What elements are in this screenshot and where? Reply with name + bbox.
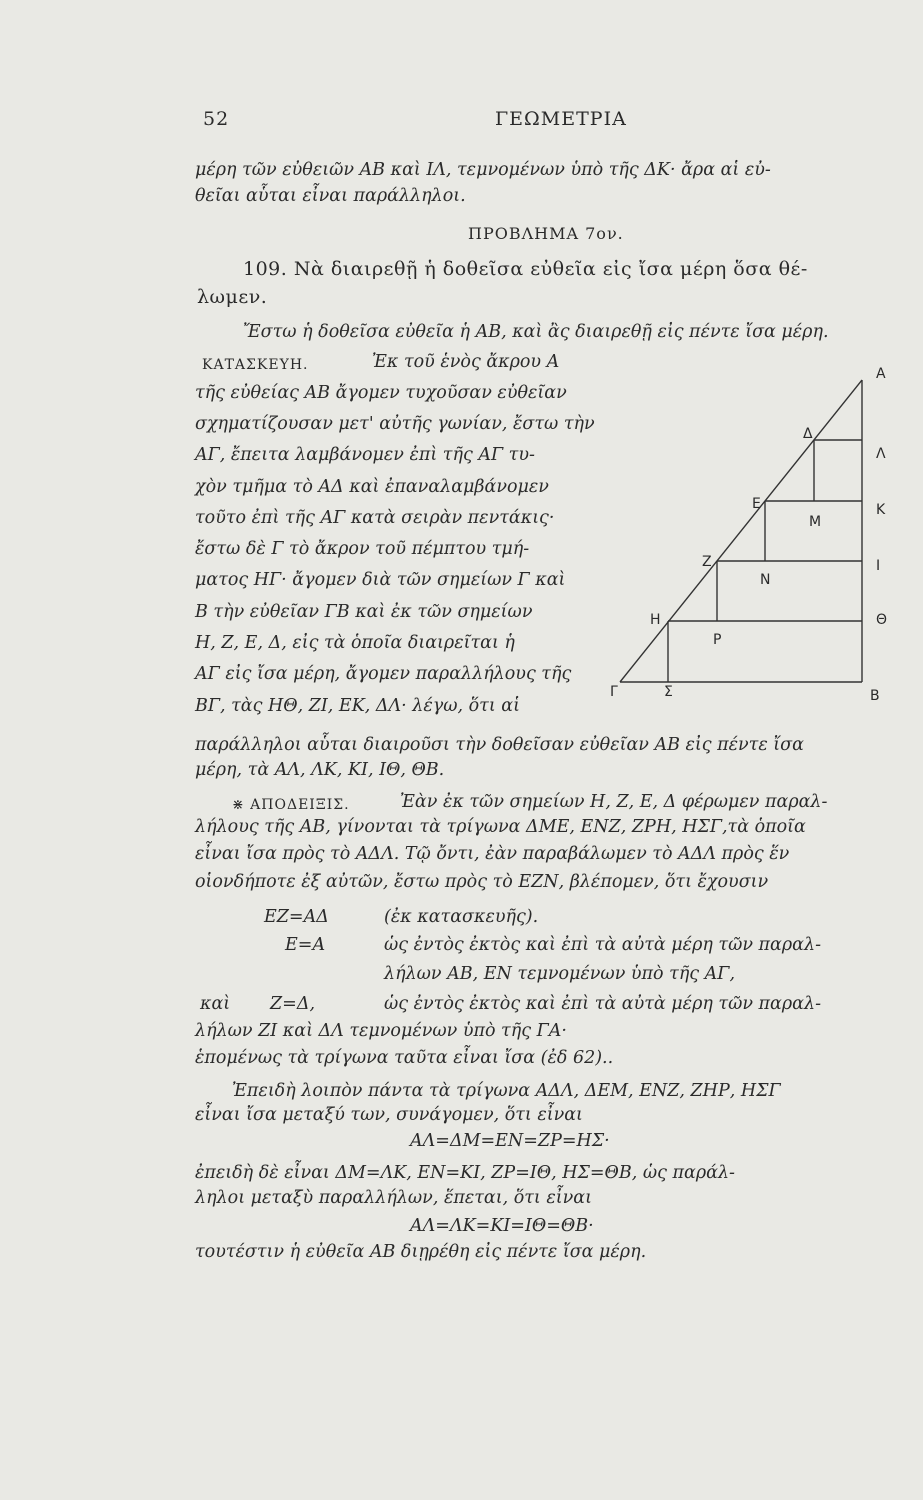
text-line: τοῦτο ἐπὶ τῆς ΑΓ κατὰ σειρὰν πεντάκις·	[195, 508, 555, 528]
text-line: ΑΓ εἰς ἴσα μέρη, ἄγομεν παραλλήλους τῆς	[195, 664, 572, 684]
label-s: Σ	[664, 684, 673, 700]
text-line: (ἐκ κατασκευῆς).	[384, 907, 539, 927]
text-line: Β τὴν εὐθεῖαν ΓΒ καὶ ἐκ τῶν σημείων	[195, 602, 533, 622]
text-line: ὡς ἐντὸς ἐκτὸς καὶ ἐπὶ τὰ αὐτὰ μέρη τῶν παραλ-	[384, 994, 821, 1014]
label-b: Β	[870, 688, 880, 702]
problem-statement: 109. Νὰ διαιρεθῇ ἡ δοθεῖσα εὐθεῖα εἰς ἴσα μέρη ὅσα θέ-	[243, 258, 808, 280]
text-line: λήλους τῆς ΑΒ, γίνονται τὰ τρίγωνα ΔΜΕ, ΕΝΖ, ΖΡΗ, ΗΣΓ,τὰ ὁποῖα	[195, 817, 806, 837]
equation: Ε=Α	[285, 935, 326, 955]
label-z: Ζ	[702, 554, 712, 570]
label-e: Ε	[752, 496, 761, 512]
equation: ΕΖ=ΑΔ	[264, 907, 329, 927]
text-line: Ἐκ τοῦ ἑνὸς ἄκρου Α	[372, 352, 560, 372]
running-title: ΓΕΩΜΕΤΡΙΑ	[495, 108, 627, 130]
text-line: ἔστω δὲ Γ τὸ ἄκρον τοῦ πέμπτου τμή-	[195, 539, 530, 559]
text-line: τουτέστιν ἡ εὐθεῖα ΑΒ διῃρέθη εἰς πέντε ἴσα μέρη.	[195, 1242, 647, 1262]
text-line: εἶναι ἴσα μεταξύ των, συνάγομεν, ὅτι εἶναι	[195, 1105, 583, 1125]
label-l: Λ	[876, 446, 886, 462]
text-line: εἶναι ἴσα πρὸς τὸ ΑΔΛ. Τῷ ὄντι, ἐὰν παραβάλωμεν τὸ ΑΔΛ πρὸς ἕν	[195, 844, 790, 864]
label-n: Ν	[760, 572, 771, 588]
label-h: Η	[650, 612, 661, 628]
text-line: λήλων ΖΙ καὶ ΔΛ τεμνομένων ὑπὸ τῆς ΓΑ·	[195, 1021, 567, 1041]
problem-statement: λωμεν.	[197, 286, 268, 308]
text-line: ἑπομένως τὰ τρίγωνα ταῦτα εἶναι ἴσα (ἐδ 62)..	[195, 1048, 614, 1068]
section-heading: ΚΑΤΑΣΚΕΥΗ.	[202, 357, 309, 373]
text-line: λήλων ΑΒ, ΕΝ τεμνομένων ὑπὸ τῆς ΑΓ,	[384, 964, 736, 984]
text-line: Ἐὰν ἐκ τῶν σημείων Η, Ζ, Ε, Δ φέρωμεν παραλ-	[400, 792, 828, 812]
problem-heading: ΠΡΟΒΛΗΜΑ 7ον.	[468, 224, 624, 243]
text-line: θεῖαι αὗται εἶναι παράλληλοι.	[195, 186, 466, 206]
equation: Ζ=Δ,	[270, 994, 316, 1014]
label-r: Ρ	[713, 632, 722, 648]
text-line: μέρη τῶν εὐθειῶν ΑΒ καὶ ΙΛ, τεμνομένων ὑπὸ τῆς ΔΚ· ἄρα αἱ εὐ-	[195, 160, 771, 180]
text-line: ματος ΗΓ· ἄγομεν διὰ τῶν σημείων Γ καὶ	[195, 570, 566, 590]
text-line: ἐπειδὴ δὲ εἶναι ΔΜ=ΛΚ, ΕΝ=ΚΙ, ΖΡ=ΙΘ, ΗΣ=ΘΒ, ὡς παράλ-	[195, 1163, 735, 1183]
text-line: χὸν τμῆμα τὸ ΑΔ καὶ ἐπαναλαμβάνομεν	[195, 477, 549, 497]
equation: ΑΛ=ΔΜ=ΕΝ=ΖΡ=ΗΣ·	[410, 1131, 610, 1151]
text-line: Ἐπειδὴ λοιπὸν πάντα τὰ τρίγωνα ΑΔΛ, ΔΕΜ, ΕΝΖ, ΖΗΡ, ΗΣΓ	[232, 1081, 781, 1101]
text-line: τῆς εὐθείας ΑΒ ἄγομεν τυχοῦσαν εὐθεῖαν	[195, 383, 567, 403]
section-heading: ⋇ ΑΠΟΔΕΙΞΙΣ.	[232, 797, 350, 813]
label-k: Κ	[876, 502, 886, 518]
text-line: σχηματίζουσαν μετ' αὐτῆς γωνίαν, ἔστω τὴν	[195, 414, 595, 434]
segment-ag	[620, 380, 862, 682]
label-m: Μ	[809, 514, 822, 530]
label-d: Δ	[803, 426, 813, 442]
page-number: 52	[203, 108, 230, 130]
label-g: Γ	[610, 684, 618, 700]
text-line: παράλληλοι αὗται διαιροῦσι τὴν δοθεῖσαν εὐθεῖαν ΑΒ εἰς πέντε ἴσα	[195, 735, 804, 755]
text-line: μέρη, τὰ ΑΛ, ΛΚ, ΚΙ, ΙΘ, ΘΒ.	[195, 760, 445, 780]
text-line: Ἔστω ἡ δοθεῖσα εὐθεῖα ἡ ΑΒ, καὶ ἂς διαιρεθῇ εἰς πέντε ἴσα μέρη.	[243, 322, 829, 342]
text-line: ληλοι μεταξὺ παραλλήλων, ἕπεται, ὅτι εἶναι	[195, 1188, 592, 1208]
text-line: ΑΓ, ἔπειτα λαμβάνομεν ἐπὶ τῆς ΑΓ τυ-	[195, 445, 535, 465]
text-line: Η, Ζ, Ε, Δ, εἰς τὰ ὁποῖα διαιρεῖται ἡ	[195, 633, 515, 653]
text-line: ὡς ἐντὸς ἐκτὸς καὶ ἐπὶ τὰ αὐτὰ μέρη τῶν παραλ-	[384, 935, 821, 955]
label-a: Α	[876, 366, 886, 382]
label-th: Θ	[876, 612, 888, 628]
label-i: Ι	[876, 558, 881, 574]
text-line: ΒΓ, τὰς ΗΘ, ΖΙ, ΕΚ, ΔΛ· λέγω, ὅτι αἱ	[195, 696, 520, 716]
geometry-figure	[600, 362, 900, 702]
equation: ΑΛ=ΛΚ=ΚΙ=ΙΘ=ΘΒ·	[410, 1216, 594, 1236]
text-line: καὶ	[200, 994, 231, 1014]
text-line: οἱονδήποτε ἐξ αὐτῶν, ἔστω πρὸς τὸ ΕΖΝ, βλέπομεν, ὅτι ἔχουσιν	[195, 872, 769, 892]
